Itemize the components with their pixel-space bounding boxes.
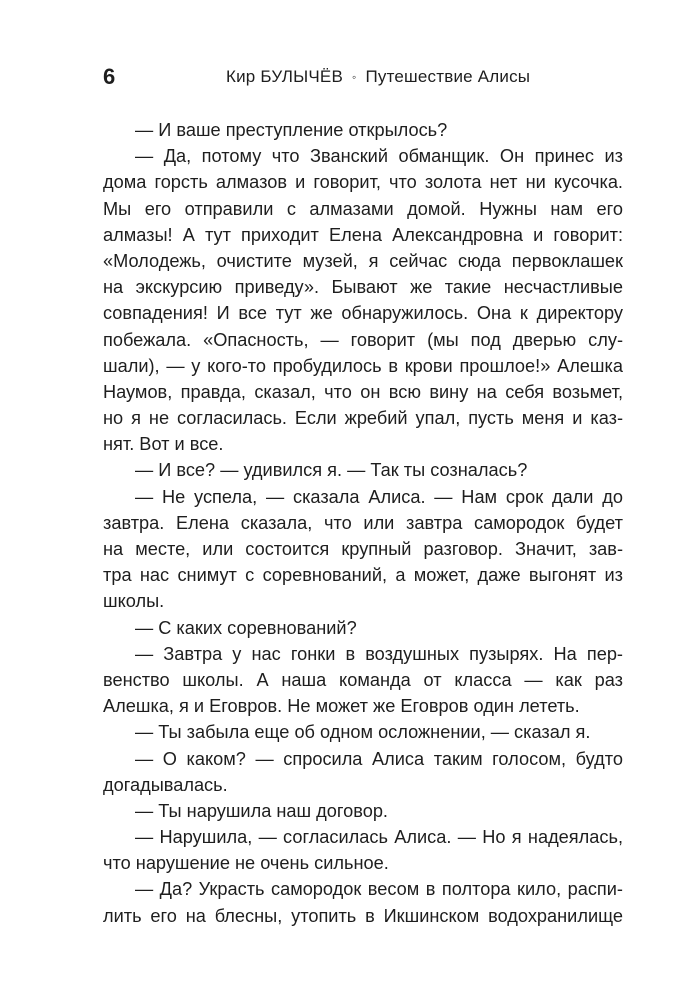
body-text <box>103 117 623 929</box>
text-line: нят. Вот и все. <box>103 434 224 455</box>
text-line: Наумов, правда, сказал, что он всю вину на себя возьмет, <box>103 381 623 402</box>
text-line: — Завтра у нас гонки в воздушных пузырях. На пер- <box>135 643 623 664</box>
text-line: дома горсть алмазов и говорит, что золота нет ни кусочка. <box>103 172 623 193</box>
text-line: — Ты забыла еще об одном осложнении, — сказал я. <box>135 722 591 743</box>
text-line: алмазы! А тут приходит Елена Александровна и говорит: <box>103 224 623 245</box>
text-line: тра нас снимут с соревнований, а может, даже выгонят из <box>103 565 623 586</box>
text-line: — О каком? — спросила Алиса таким голосом, будто <box>135 748 623 769</box>
text-line: школы. <box>103 591 165 612</box>
text-line: «Молодежь, очистите музей, я сейчас сюда первоклашек <box>103 250 623 271</box>
text-line: лить его на блесны, утопить в Икшинском водохранилище <box>103 905 623 926</box>
text-line: догадывалась. <box>103 774 228 795</box>
text-line: на месте, или состоится крупный разговор. Значит, зав- <box>103 539 623 559</box>
text-line: — Да? Украсть самородок весом в полтора кило, распи- <box>135 879 623 900</box>
text-line: шали), — у кого-то пробудилось в крови прошлое!» Алешка <box>103 355 623 376</box>
text-line: — С каких соревнований? <box>135 617 357 638</box>
text-line: Мы его отправили с алмазами домой. Нужны нам его <box>103 198 623 219</box>
text-line: — Ты нарушила наш договор. <box>135 800 388 821</box>
page-header <box>0 62 681 92</box>
text-line: — И ваше преступление открылось? <box>135 120 448 140</box>
text-line: что нарушение не очень сильное. <box>103 853 389 874</box>
text-line: — Нарушила, — согласилась Алиса. — Но я надеялась, <box>135 827 623 848</box>
text-line: — Не успела, — сказала Алиса. — Нам срок дали до <box>135 486 623 507</box>
text-line: но я не согласилась. Если жребий упал, пусть меня и каз- <box>103 408 623 429</box>
page-number: 6 <box>103 64 116 89</box>
text-line: венство школы. А наша команда от класса — как раз <box>103 669 623 690</box>
text-line: — И все? — удивился я. — Так ты созналась? <box>135 460 528 481</box>
text-line: побежала. «Опасность, — говорит (мы под дверью слу- <box>103 329 623 350</box>
text-line: совпадения! И все тут же обнаружилось. Она к директору <box>103 303 623 324</box>
running-head <box>226 62 530 92</box>
author-name: Кир БУЛЫЧЁВ <box>226 67 343 86</box>
header-separator: ◦ <box>352 70 357 84</box>
text-line: на экскурсию приведу». Бывают же такие несчастливые <box>103 277 623 298</box>
text-line: Алешка, я и Еговров. Не может же Еговров один лететь. <box>103 696 580 717</box>
text-line: — Да, потому что Званский обманщик. Он принес из <box>135 146 623 167</box>
book-title: Путешествие Алисы <box>365 67 531 86</box>
text-line: завтра. Елена сказала, что или завтра самородок будет <box>103 512 623 533</box>
